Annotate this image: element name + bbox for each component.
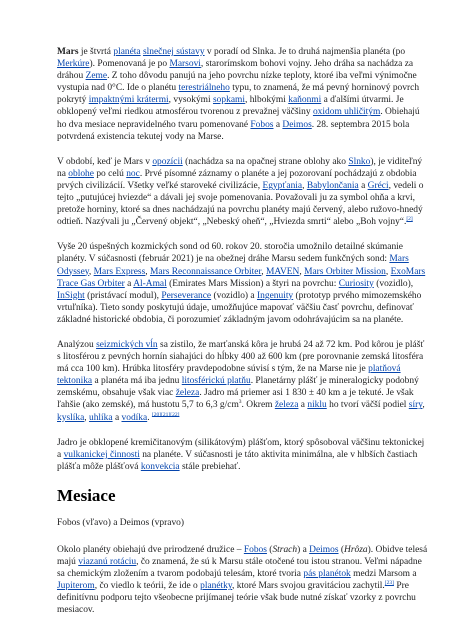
link-seizmickych-vln[interactable]: seizmických vĺn <box>96 339 158 350</box>
text-run: . Obiehajú ho dva mesiace nepravidelného tvaru pomenované <box>57 107 420 130</box>
link-viazanu-rotaciu[interactable]: viazanú rotáciu <box>78 557 137 567</box>
link-litosfericku-platnu[interactable]: litosférickú platňu <box>181 376 251 387</box>
text-run: . Okrem <box>241 400 275 411</box>
link-vodika[interactable]: vodíka <box>121 412 148 423</box>
text-run: (pristávací modul), <box>84 290 162 301</box>
paragraph-intro <box>57 46 430 143</box>
text-run: , <box>145 266 150 277</box>
link-marsovi[interactable]: Marsovi <box>169 59 201 70</box>
italic-text: Strach <box>272 544 298 555</box>
link-niklu[interactable]: niklu <box>307 400 327 411</box>
text-run: a <box>273 119 283 130</box>
text-run: , <box>84 412 89 423</box>
text-run: na planéte. V súčasnosti je táto aktivita minimálna, ale v hlbších častiach plášťa môže plášťová <box>57 449 418 472</box>
link-oxidom-uhlicitym[interactable]: oxidom uhličitým <box>312 107 381 118</box>
citation-link[interactable]: [20][21][22] <box>151 411 180 418</box>
text-run: je štvrtá <box>78 47 114 57</box>
unit-exponent: 3 <box>238 399 242 406</box>
text-run: V období, keď je Mars v <box>57 156 153 167</box>
link-mars-express[interactable]: Mars Express <box>93 266 146 277</box>
link-siry[interactable]: síry <box>408 400 423 411</box>
section-heading-moons: Mesiace <box>57 485 116 505</box>
link-vulkanickej-cinnosti[interactable]: vulkanickej činnosti <box>63 449 140 460</box>
text-run: . Planetárny plášť je mineralogicky podobný zemskému, obsahuje však viac <box>57 376 419 399</box>
link-terestrialneho[interactable]: terestriálneho <box>178 83 230 94</box>
link-planeta[interactable]: planéta <box>113 47 141 57</box>
article-subject: Mars <box>57 47 79 57</box>
text-run: Analýzou <box>57 339 97 350</box>
link-pas-planetok[interactable]: pás planétok <box>303 569 351 580</box>
image-caption-moons: Fobos (vľavo) a Deimos (vpravo) <box>57 517 185 528</box>
paragraph-moons <box>57 544 430 617</box>
link-deimos[interactable]: Deimos <box>282 119 312 130</box>
link-platnova-tektonika[interactable]: platňová tektonika <box>57 364 401 387</box>
text-run: , čo znamená, že sú k Marsu stále otočené tou istou stranou. Veľmi nápadne sa chemickým zložením a tvarom podobajú telesám, ktoré tvoria <box>57 557 422 580</box>
link-merkure[interactable]: Merkúre <box>57 59 90 70</box>
text-run: . Jadro má priemer asi 1 830 ± 40 km a je tekuté. Je však ľahšie (ako zemské), má hustotu 5,7 to 6,3 g/cm <box>57 388 414 411</box>
citation-link[interactable]: [23] <box>384 580 394 587</box>
text-run: , starorímskom bohovi vojny. Jeho dráha sa nachádza za dráhou <box>57 59 414 82</box>
citation-reference[interactable] <box>406 216 412 222</box>
text-run: . Z toho dôvodu panujú na jeho povrchu nízke teploty, ktoré iba veľmi výnimočne vystupia nad 0°C. Ide o planétu <box>57 71 417 94</box>
link-deimos[interactable]: Deimos <box>309 544 339 555</box>
text-run: medzi Marsom a <box>350 569 417 580</box>
text-run: a <box>298 400 308 411</box>
link-opozicii[interactable]: opozícii <box>152 156 183 167</box>
text-run: , hlbokými <box>244 95 289 106</box>
text-run: , <box>299 266 305 277</box>
link-ingenuity[interactable]: Ingenuity <box>256 290 294 301</box>
link-impaktnymi-kratermi[interactable]: impaktnými krátermi <box>88 95 169 106</box>
text-run: po celú <box>93 168 127 179</box>
text-run: . <box>147 412 152 423</box>
link-perseverance[interactable]: Perseverance <box>161 290 212 301</box>
link-planetky[interactable]: planétky <box>200 581 232 592</box>
text-run: Vyše 20 úspešných kozmických sond od 60. rokov 20. storočia umožnilo detailné skúmanie planéty. V súčasnosti (február 2021) je na obežnej dráhe Marsu sedem funkčných sond: <box>57 242 403 265</box>
text-run: (nachádza sa na opačnej strane oblohy ako <box>182 156 349 167</box>
text-run: a <box>358 180 368 191</box>
link-jupiterom[interactable]: Jupiterom <box>57 581 95 592</box>
text-run: (vozidlo) a <box>211 290 257 301</box>
text-run: ), je viditeľný na <box>57 156 423 179</box>
text-run: sa zistilo, že marťanská kôra je hrubá 24 až 72 km. Pod kôrou je plášť s litosférou z pevných hornín siahajúci do hĺbky 400 až 600 km (pre porovnanie zemská litosféra má cca 100 km). Hrúbka litosféry pravdepodobne súvisí s tým, že na Marse nie je <box>57 339 425 375</box>
link-sopkami[interactable]: sopkami <box>212 95 245 106</box>
text-run: ). Pomenovaná je po <box>89 59 170 70</box>
link-kanonmi[interactable]: kaňonmi <box>288 95 322 106</box>
link-insight[interactable]: InSight <box>57 290 85 301</box>
text-run: , <box>385 266 391 277</box>
text-run: (prototyp prvého mimozemského vrtuľníka). Tieto sondy poskytujú údaje, umožňujúce mapovať väčšiu časť povrchu, definovať základné historické obdobia, či porozumieť základným javom odohrávajúcim sa na planéte. <box>57 290 422 325</box>
link-mars-reconnaissance-orbiter[interactable]: Mars Reconnaissance Orbiter <box>149 266 262 277</box>
citation-reference[interactable] <box>152 411 180 417</box>
link-fobos[interactable]: Fobos <box>250 119 274 130</box>
link-exomars-trace-gas-orbiter[interactable]: ExoMars Trace Gas Orbiter <box>57 266 426 289</box>
link-slnecnej-sustavy[interactable]: slnečnej sústavy <box>142 47 205 57</box>
link-fobos[interactable]: Fobos <box>243 544 267 555</box>
link-egyptania[interactable]: Egypťania <box>262 180 303 191</box>
link-konvekcia[interactable]: konvekcia <box>140 461 180 472</box>
text-run: , ktoré Mars svojou gravitáciou zachytil. <box>232 581 385 592</box>
text-run: ). Obidve telesá majú <box>57 544 428 567</box>
link-oblohe[interactable]: oblohe <box>68 168 94 179</box>
link-maven[interactable]: MAVEN <box>265 266 300 277</box>
text-run: . Prvé písomné záznamy o planéte a jej pozorovaní pochádzajú z obdobia prvých civilizácií. Všetky veľké staroveké civilizácie, <box>57 168 417 191</box>
link-slnko[interactable]: Slnko <box>348 156 371 167</box>
text-run: . 28. septembra 2015 bola potvrdená existencia tekutej vody na Marse. <box>57 119 410 142</box>
link-mars-odyssey[interactable]: Mars Odyssey <box>57 254 409 277</box>
text-run: a planéta má iba jednu <box>92 376 182 387</box>
citation-link[interactable]: [2] <box>406 216 413 223</box>
text-run: , <box>88 266 94 277</box>
paragraph-space-probes <box>57 241 430 326</box>
text-run: typu, to znamená, že má pevný horninový povrch pokrytý <box>57 83 420 106</box>
text-run: a ďalšími útvarmi. Je obklopený veľmi riedkou atmosférou tvorenou z prevažnej väčšiny <box>57 95 404 118</box>
text-run: , vysokými <box>168 95 213 106</box>
link-babyloncania[interactable]: Babylončania <box>306 180 359 191</box>
text-run: (vozidlo), <box>373 278 414 289</box>
text-run: ( <box>266 544 273 555</box>
text-run: (Emirates Mars Mission) a štyri na povrchu: <box>166 278 339 289</box>
text-run: a <box>124 278 134 289</box>
link-uhlika[interactable]: uhlíka <box>88 412 113 423</box>
text-run: Okolo planéty obiehajú dve prirodzené družice – <box>57 544 244 555</box>
italic-text: Hrôza <box>344 544 368 555</box>
link-zeme[interactable]: Zeme <box>85 71 108 82</box>
text-run: , <box>302 180 307 191</box>
text-run: , <box>261 266 266 277</box>
paragraph-internal-structure <box>57 339 430 424</box>
link-zeleza[interactable]: železa <box>274 400 299 411</box>
citation-reference[interactable] <box>385 580 394 586</box>
link-noc[interactable]: noc <box>126 168 140 179</box>
link-al-amal[interactable]: Al-Amal <box>133 278 167 289</box>
text-run: a <box>112 412 122 423</box>
paragraph-observation <box>57 156 430 229</box>
text-run: ho tvorí väčší podiel <box>326 400 409 411</box>
text-run: ( <box>338 544 345 555</box>
link-zeleza[interactable]: železa <box>175 388 200 399</box>
link-mars-orbiter-mission[interactable]: Mars Orbiter Mission <box>304 266 386 277</box>
text-run: v poradí od Slnka. Je to druhá najmenšia planéta (po <box>204 47 406 57</box>
text-run: ) a <box>297 544 310 555</box>
text-run: , <box>422 400 425 411</box>
text-run: , čo viedlo k teórii, že ide o <box>94 581 201 592</box>
link-greci[interactable]: Gréci <box>367 180 389 191</box>
text-run: stále prebiehať. <box>179 461 241 472</box>
link-curiosity[interactable]: Curiosity <box>338 278 374 289</box>
text-run: Pre definitívnu podporu tejto všeobecne prijímanej teórie však bude nutné získať vzorky z povrchu mesiacov. <box>57 581 416 616</box>
text-run: Jadro je obklopené kremičitanovým (silikátovým) plášťom, ktorý spôsoboval väčšinu tektonickej a <box>57 437 425 460</box>
link-kyslika[interactable]: kyslíka <box>57 412 85 423</box>
text-run: , vedeli o tejto „putujúcej hviezde“ a dávali jej svoje pomenovania. Považovali ju za symbol ohňa a krvi, pretože horniny, ktoré sa dnes nachádzajú na povrchu planéty majú červený, alebo ružovo-hnedý odtieň. Nazývali ju „Červený objekt“, „Nebeský oheň“, „Hviezda smrti“ alebo „Boh vojny“. <box>57 180 424 228</box>
paragraph-core-mantle <box>57 437 430 473</box>
